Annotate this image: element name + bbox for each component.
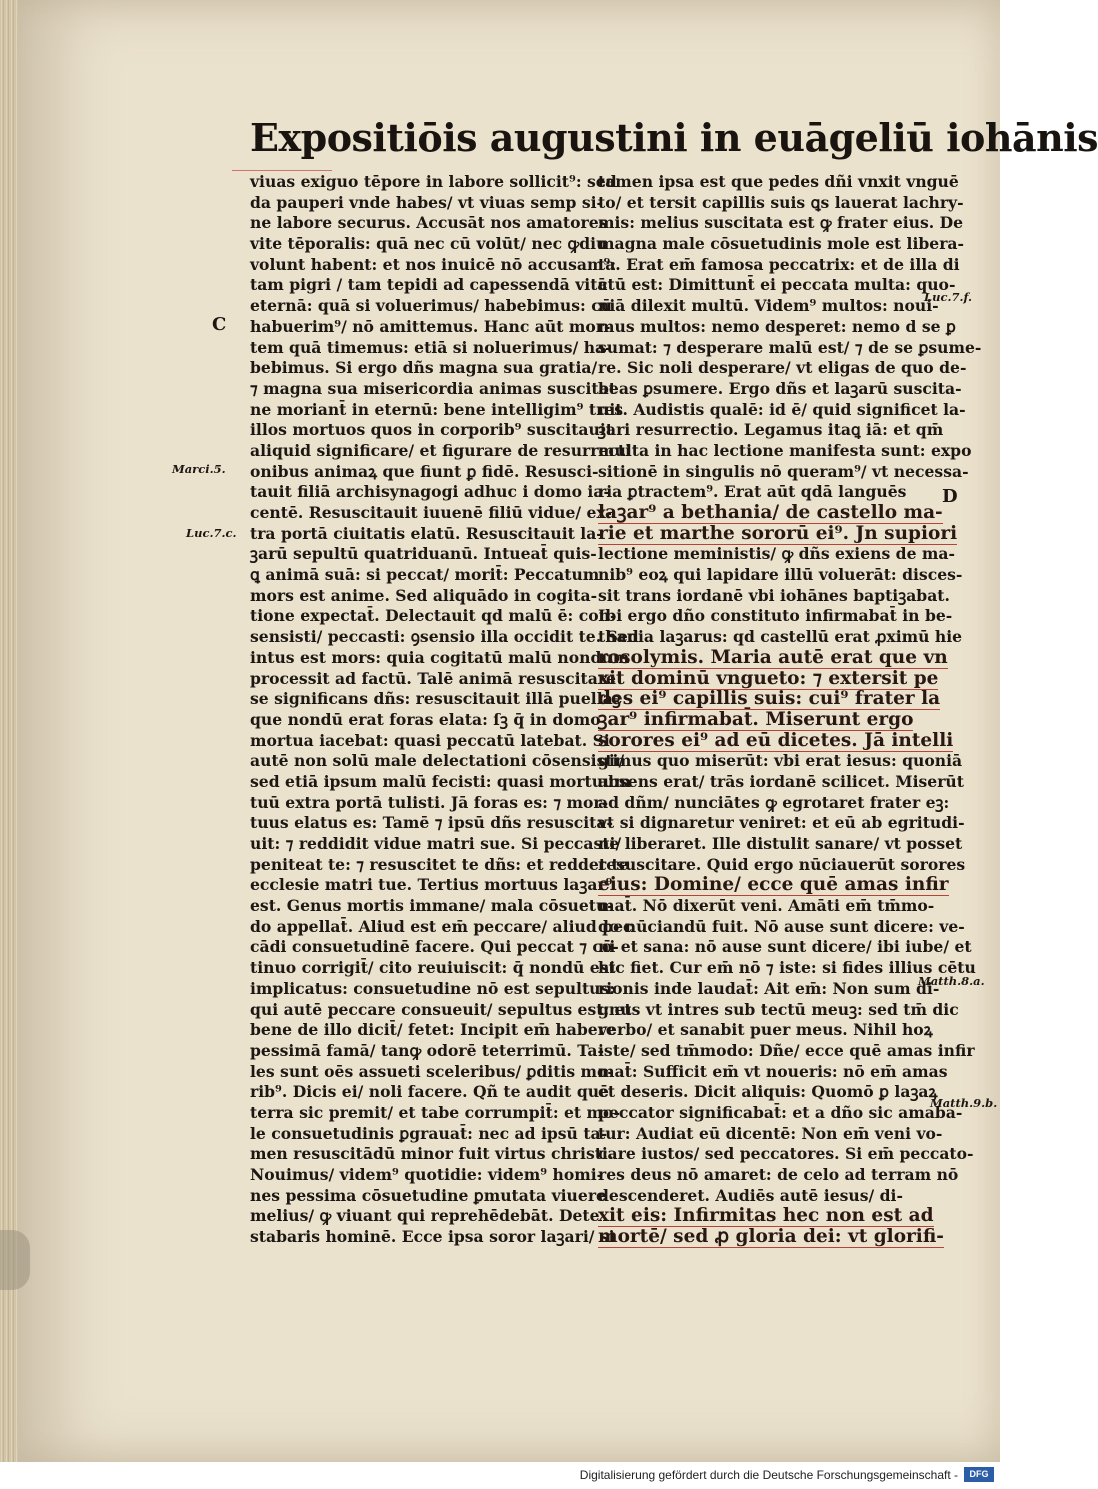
text-line: bebimus. Si ergo dñs magna sua gratia/ [250, 358, 598, 378]
line-text: ria ꝑtractem⁹. Erat aūt qdā languēs [598, 482, 907, 502]
text-line [598, 420, 944, 441]
line-text: ꝫar⁹ infirmabat̄. Miserunt ergo [598, 708, 914, 730]
line-text: uit. Audistis qualē: id ē/ quid significet la- [598, 399, 966, 419]
text-line [598, 854, 966, 876]
text-line: stabaris hominē. Ecce ipsa soror laꝫari/ si [250, 1227, 615, 1247]
text-line: peniteat te: ⁊ resuscitet te dñs: et reddet te [250, 854, 629, 874]
text-line [598, 813, 965, 834]
line-text: tur: Audiat eū dicentē: Non em̄ veni vo- [598, 1123, 943, 1143]
line-text: thania laꝫarus: qd castellū erat ꝓximū hie [598, 627, 963, 647]
rubric-line [598, 874, 949, 896]
text-line: sensisti/ peccasti: ꝯsensio illa occidit te. Sed [250, 627, 639, 647]
text-line: tauit filiā archisynagogi adhuc i domo ia- [250, 482, 610, 502]
line-text: ad dñm/ nunciātes ꝙ egrotaret frater eꝫ: [598, 792, 950, 812]
line-text: peccator significabat̄: et a dño sic amaba- [598, 1102, 963, 1122]
text-line: do appellat̄. Aliud est em̄ peccare/ aliud pec [250, 916, 633, 936]
text-line: Nouimus/ videm⁹ quotidie: videm⁹ homi- [250, 1165, 604, 1184]
text-line: tuū extra portā tulisti. Jā foras es: ⁊ mor- [250, 792, 609, 812]
margin-note-luc-right: Luc.7.f. [924, 290, 972, 304]
line-text: sit trans iordanē vbi iohānes baptiꝫabat. [598, 585, 950, 605]
text-line: da pauperi vnde habes/ vt viuas semp si- [250, 192, 604, 212]
text-line [598, 1102, 963, 1124]
text-line [598, 999, 959, 1021]
line-text: rosolymis. Maria autē erat que vn [598, 646, 948, 668]
line-text: ꝫari resurrectio. Legamus itaꝗ iā: et qm̄ [598, 420, 944, 440]
line-text: magna male cōsuetudinis mole est libera- [598, 234, 964, 254]
text-line: illos mortuos quos in corporib⁹ suscitauit [250, 420, 613, 440]
line-text: verbo/ et sanabit puer meus. Nihil hoꝝ [598, 1020, 933, 1040]
line-text: re. Sic noli desperare/ vt eligas de quo de- [598, 358, 967, 378]
text-line: tione expectat̄. Delectauit qd malū ē: con- [250, 606, 617, 626]
text-line: habuerim⁹/ nō amittemus. Hanc aūt mor- [250, 316, 611, 336]
line-text: laꝫar⁹ a bethania/ de castello ma- [598, 502, 943, 523]
line-text: gnus vt intres sub tectū meuꝫ: sed tm̄ dic [598, 999, 959, 1019]
text-line [598, 316, 956, 338]
text-line: ꝫarū sepultū quatriduanū. Intueat̄ quis- [250, 544, 597, 564]
text-line: processit ad factū. Talē animā resuscitare [250, 668, 616, 688]
line-text: mortē/ sed ꝓ gloria dei: vt glorifi- [598, 1226, 944, 1248]
text-line [598, 234, 964, 255]
text-line: ne moriant̄ in eternū: bene intelligim⁹ tres [250, 399, 623, 419]
margin-note-matth-b: Matth.9.b. [930, 1096, 998, 1110]
text-line [598, 461, 969, 483]
section-mark-c: C [212, 314, 227, 335]
margin-note-luc-left: Luc.7.c. [186, 526, 237, 540]
line-text: ta. Erat em̄ famosa peccatrix: et de illa di [598, 254, 960, 274]
line-text: resuscitare. Quid ergo nūciauerūt sorores [598, 854, 966, 874]
line-text: care iustos/ sed peccatores. Si em̄ peccato- [598, 1144, 974, 1164]
text-line [598, 440, 972, 462]
text-line [598, 296, 938, 317]
text-line [598, 916, 965, 938]
text-line [598, 378, 962, 400]
text-line: viuas exiguo tēpore in labore sollicit⁹: sed [250, 172, 617, 191]
text-line: intus est mors: quia cogitatū malū nondum [250, 647, 630, 667]
text-line [598, 1082, 938, 1103]
line-text: niā dilexit multū. Videm⁹ multos: noui- [598, 296, 939, 316]
text-line: volunt habent: et nos inuicē nō accusam⁹: [250, 254, 617, 274]
dfg-logo: DFG [964, 1467, 994, 1482]
line-text: hic fiet. Cur em̄ nō ⁊ iste: si fides illius cētu [598, 958, 976, 978]
text-line: que nondū erat foras elata: ſꝫ q̄ in domo [250, 709, 601, 729]
line-text: mis: melius suscitata est ꝙ frater eius. De [598, 213, 964, 233]
line-text: multa in hac lectione manifesta sunt: expo [598, 440, 972, 460]
text-line: implicatus: consuetudine nō est sepultus: [250, 978, 616, 998]
line-text: eius: Domine/ ecce quē amas infir [598, 874, 949, 896]
line-text: mat̄. Nō dixerūt veni. Amāti em̄ tm̄mo- [598, 896, 935, 916]
line-text: to/ et tersit capillis suis ꝗs lauerat lachry- [598, 192, 964, 212]
line-text: lectione meministis/ ꝙ dñs exiens de ma- [598, 544, 955, 564]
text-line [598, 1165, 959, 1186]
text-line: eternā: quā si voluerimus/ habebimus: cū [250, 296, 613, 316]
text-line [598, 771, 964, 793]
text-line: autē non solū male delectationi cōsensisti/ [250, 751, 625, 771]
text-line: ecclesie matri tue. Tertius mortuus laꝫar⁹ [250, 875, 613, 895]
line-text: do nūciandū fuit. Nō ause sunt dicere: ve- [598, 916, 965, 936]
text-line: le consuetudinis ꝑgrauat̄: nec ad ipsū ta- [250, 1123, 608, 1143]
rubric-line [598, 710, 938, 731]
footer-credit: Digitalisierung gefördert durch die Deutsche Forschungsgemeinschaft - [579, 1468, 958, 1482]
book-clasp [0, 1230, 30, 1290]
text-line [598, 399, 966, 421]
text-line [598, 1061, 948, 1083]
line-text: res deus nō amaret: de celo ad terram nō [598, 1165, 959, 1184]
text-line: onibus animaꝝ que fiunt ꝑ fidē. Resusci- [250, 461, 599, 481]
text-line: centē. Resuscitauit iuuenē filiū vidue/ ex- [250, 503, 612, 522]
text-line: men resuscitādū minor fuit virtus christi. [250, 1144, 614, 1164]
rubric-line [598, 669, 938, 690]
text-line [598, 192, 964, 214]
text-line: qui autē peccare consueuit/ sepultus est: et [250, 999, 632, 1019]
text-line [598, 834, 963, 855]
text-line [598, 482, 938, 503]
line-text: ni et sana: nō ause sunt dicere/ ibi iube/ et [598, 937, 972, 957]
text-line [598, 792, 950, 814]
text-line [598, 585, 950, 607]
text-line: vite tēporalis: quā nec cū volūt/ nec ꝙdiu [250, 234, 608, 254]
left-column [250, 172, 639, 1248]
text-line [598, 751, 963, 772]
line-text: iste/ sed tm̄modo: Dñe/ ecce quē amas infir [598, 1040, 975, 1060]
section-mark-d: D [942, 486, 958, 507]
text-line [598, 937, 972, 958]
text-line: tra portā ciuitatis elatū. Resuscitauit la- [250, 523, 603, 543]
text-line [598, 565, 963, 586]
rubric-line [598, 729, 954, 752]
line-text: nib⁹ eoꝝ qui lapidare illū voluerāt: disces- [598, 565, 963, 585]
text-line: terra sic premit/ et tabe corrumpit̄: et mo- [250, 1102, 620, 1122]
text-line [598, 958, 976, 979]
text-line: est. Genus mortis immane/ mala cōsuetu- [250, 896, 614, 916]
rubric-line [598, 502, 943, 524]
text-line: bene de illo dicit̄/ fetet: Incipit em̄ habere [250, 1020, 616, 1040]
running-title: Expositiōis augustini in euāgeliū iohānis [250, 115, 1098, 160]
margin-note-marci: Marci.5. [172, 462, 226, 476]
text-line [598, 1020, 938, 1041]
text-line: tinuo corrigit̄/ cito reuiuiscit: q̄ nondū est [250, 958, 616, 978]
text-line: se significans dñs: resuscitauit illā puellaꝫ [250, 689, 621, 709]
text-line: mors est anime. Sed aliquādo in cogita- [250, 585, 598, 605]
line-text: rionis inde laudat̄: Ait em̄: Non sum di- [598, 978, 940, 998]
rubric-line [598, 1206, 938, 1227]
text-line [598, 358, 967, 379]
line-text: Ibi ergo dño constituto infirmabat̄ in be- [598, 606, 953, 626]
line-text: beas ꝑsumere. Ergo dñs et laꝫarū suscita- [598, 378, 962, 398]
text-line [598, 213, 964, 234]
line-text: mus multos: nemo desperet: nemo d se ꝑ [598, 316, 956, 336]
text-line: ꝗ animā suā: si peccat/ morit̄: Peccatum [250, 565, 600, 585]
line-text: et deseris. Dicit aliquis: Quomō ꝑ laꝫaꝝ [598, 1082, 938, 1102]
text-line [598, 172, 959, 193]
title-underline [232, 170, 332, 171]
rubric-line [598, 688, 941, 710]
line-text: descenderet. Audiēs autē iesus/ di- [598, 1185, 903, 1205]
text-line [598, 1123, 943, 1145]
margin-note-matth-a: Matth.8.a. [918, 974, 985, 988]
line-text: xit eis: Infirmitas hec non est ad [598, 1205, 934, 1227]
text-line: rib⁹. Dicis ei/ noli facere. Qñ te audit quē [250, 1082, 609, 1102]
text-line: ⁊ magna sua misericordia animas suscitat [250, 378, 616, 398]
line-text: mat̄: Sufficit em̄ vt noueris: nō em̄ amas [598, 1061, 948, 1081]
text-line: sed etiā ipsum malū fecisti: quasi mortuum [250, 771, 631, 791]
text-line: melius/ ꝙ viuant qui reprehēdebāt. Dete [250, 1206, 600, 1226]
text-line [598, 275, 956, 296]
text-line [598, 1040, 975, 1062]
text-line [598, 254, 960, 276]
line-text: absens erat/ trās iordanē scilicet. Miserūt [598, 771, 964, 791]
text-line: cādi consuetudinē facere. Qui peccat ⁊ cō- [250, 937, 619, 957]
text-line: tem quā timemus: etiā si noluerimus/ ha- [250, 337, 612, 357]
text-line: mortua iacebat: quasi peccatū latebat. Si [250, 730, 610, 750]
text-line: tam pigri / tam tepidi ad capessendā vitā [250, 275, 608, 295]
text-line: pessimā famā/ tanꝙ odorē teterrimū. Ta- [250, 1040, 604, 1060]
footer-bar [0, 1462, 1000, 1489]
line-text: ne liberaret. Ille distulit sanare/ vt posset [598, 834, 963, 853]
text-line [598, 544, 955, 565]
rubric-line [598, 522, 958, 545]
rubric-line [598, 1226, 944, 1248]
line-text: gimus quo miserūt: vbi erat iesus: quoniā [598, 751, 963, 771]
text-line [598, 1186, 938, 1207]
line-text: vt si dignaretur veniret: et eū ab egritudi- [598, 813, 965, 833]
rubric-line [598, 646, 948, 669]
text-line [598, 896, 938, 917]
text-line [598, 627, 963, 648]
text-line: aliquid significare/ et figurare de resurrecti [250, 440, 632, 460]
text-line: les sunt oēs assueti sceleribus/ ꝑditis mo- [250, 1061, 614, 1081]
line-text: ctū est: Dimittunt̄ ei peccata multa: quo- [598, 275, 956, 295]
text-line: tuus elatus es: Tamē ⁊ ipsū dñs resuscita- [250, 813, 613, 833]
line-text: xit dominū vngueto: ⁊ extersit pe [598, 667, 939, 689]
text-line [598, 979, 938, 1000]
text-line [598, 606, 953, 627]
line-text: sitionē in singulis nō queram⁹/ vt necessa- [598, 461, 969, 481]
line-text: sorores ei⁹ ad eū dicetes. Jā intelli [598, 729, 954, 751]
line-text: rie et marthe sororū ei⁹. Jn supiori [598, 522, 958, 544]
line-text: sumat: ⁊ desperare malū est/ ⁊ de se ꝑsume- [598, 337, 982, 357]
text-line: ne labore securus. Accusāt nos amatores [250, 213, 608, 233]
line-text: tamen ipsa est que pedes dñi vnxit vnguē [598, 172, 959, 191]
text-line: nes pessima cōsuetudine ꝑmutata viuere [250, 1185, 606, 1205]
text-line [598, 1144, 974, 1165]
text-line: uit: ⁊ reddidit vidue matri sue. Si peccasti/ [250, 834, 622, 853]
line-text: des ei⁹ capillis suis: cui⁹ frater la [598, 688, 941, 710]
text-line [598, 337, 982, 359]
